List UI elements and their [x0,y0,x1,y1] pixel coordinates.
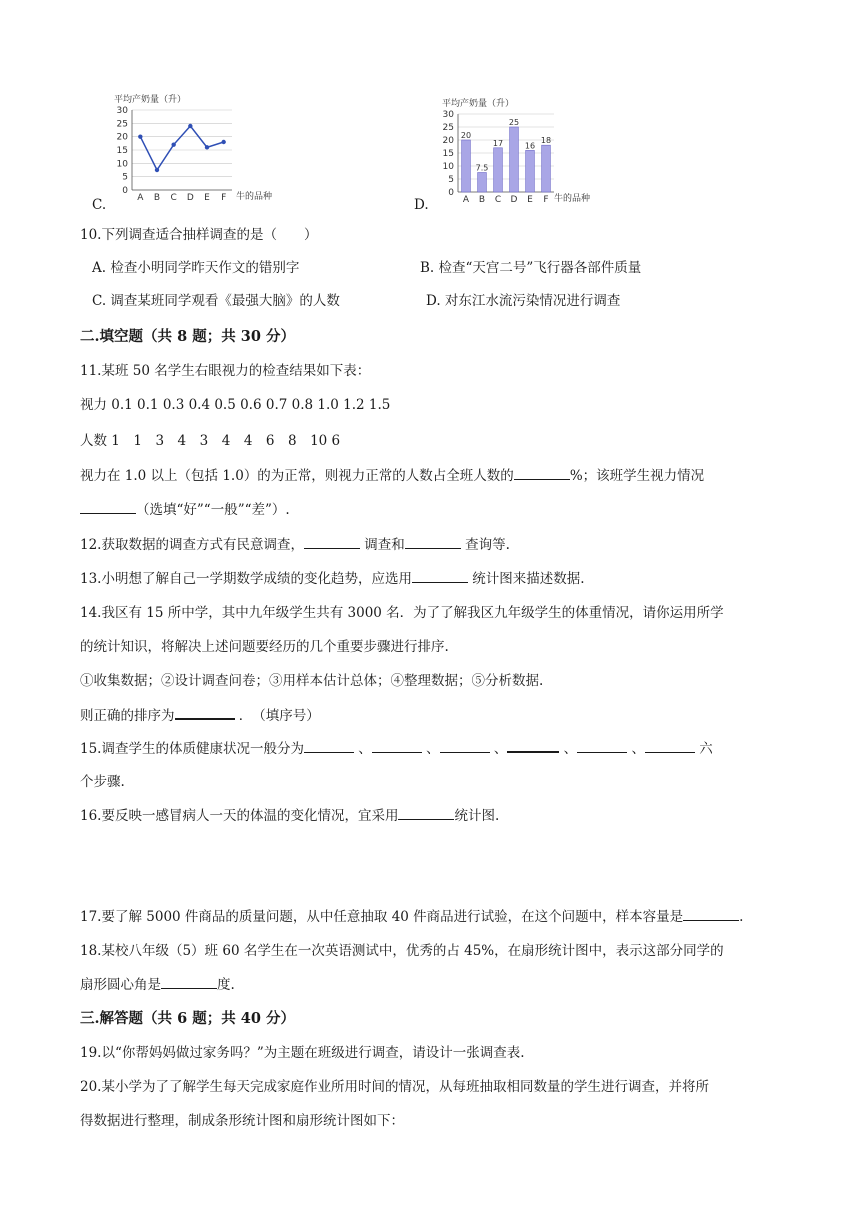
chart-d-xtick: D [510,195,518,205]
q15-end: 六 [694,741,713,757]
chart-d-ytick: 15 [442,149,454,159]
q12-text-c: 查询等. [460,537,510,553]
chart-d-ytick: 25 [442,123,454,133]
chart-c-point [155,168,159,172]
q14-text-a: 则正确的排序为 [80,708,175,724]
chart-d-xtick: C [494,195,502,205]
chart-d-ytick: 20 [442,136,454,146]
q15-blank-5[interactable] [577,738,627,753]
chart-c-xlabel: 牛的品种 [236,192,273,202]
chart-c-point [205,145,209,149]
chart-d-xtick: F [543,195,549,205]
q14-line3: ①收集数据；②设计调查问卷；③用样本估计总体；④整理数据；⑤分析数据. [80,673,544,689]
q12-text-a: 12.获取数据的调查方式有民意调查， [80,537,304,553]
q15-sep: 、 [353,741,372,757]
q16 [80,805,499,827]
q12-text-b: 调查和 [359,537,405,553]
chart-c-ytick: 30 [116,106,128,116]
chart-c-xtick: C [170,193,177,203]
chart-d-bar [510,127,519,192]
q15-sep: 、 [559,741,578,757]
chart-d-xtick: E [527,195,533,205]
q20-line1: 20.某小学为了了解学生每天完成家庭作业所用时间的情况，从每班抽取相同数量的学生进行调查，并将所 [80,1079,709,1095]
q15-line2: 个步骤. [80,774,125,790]
chart-d-bar [494,148,503,192]
bar-chart-d [436,88,626,208]
chart-d-data-label: 16 [524,141,536,151]
q14-text-b: ． （填序号） [234,708,320,724]
q15-sep: 、 [489,741,508,757]
q15-text-a: 15.调查学生的体质健康状况一般分为 [80,741,304,757]
q15-sep: 、 [627,741,645,757]
q11-count-row: 人数 1 1 3 4 3 4 4 6 8 10 6 [80,433,341,449]
chart-c-ytick: 10 [116,159,128,170]
chart-d-ylabel: 平均产奶量（升） [442,99,515,109]
q17 [80,906,743,928]
q11-blank-1[interactable] [514,465,570,480]
chart-d-data-label: 20 [460,131,472,140]
chart-d-xtick: B [478,195,486,205]
q13 [80,568,585,590]
chart-c-point [171,142,175,146]
chart-c-ytick: 5 [122,172,128,183]
chart-d-bar [462,140,471,192]
chart-c-ytick: 25 [116,119,128,130]
option-c-label: C. [92,197,107,213]
chart-c-xtick: A [137,193,144,203]
section-3-title: 三.解答题（共 6 题；共 40 分） [80,1010,296,1027]
chart-c-xtick: B [153,193,161,203]
q16-blank[interactable] [398,805,454,820]
q10-option-d: D. 对东江水流污染情况进行调查 [426,293,621,309]
chart-c-ytick: 15 [116,146,128,156]
q13-blank[interactable] [412,568,468,583]
q14-line4 [80,704,320,727]
q11-line3 [80,465,704,487]
option-d-label: D. [414,197,429,213]
q15-line1 [80,737,713,760]
q15-blank-3[interactable] [440,738,490,753]
q11-line4-text: （选填“好”“一般”“差”）. [136,502,290,518]
chart-d-data-label: 18 [540,136,552,146]
q10-option-b: B. 检查“天宫二号”飞行器各部件质量 [420,260,642,276]
chart-d-xlabel: 牛的品种 [554,194,591,204]
chart-d-data-label: 17 [492,138,504,148]
q17-blank[interactable] [683,906,739,921]
chart-c-point [138,134,142,138]
q11-line3-text-a: 视力在 1.0 以上（包括 1.0）的为正常，则视力正常的人数占全班人数的 [80,468,514,484]
chart-d-bar [542,145,551,192]
chart-d-ytick: 5 [448,175,454,185]
q10-stem: 10.下列调查适合抽样调查的是（ ） [80,227,318,243]
q18-text-a: 扇形圆心角是 [80,977,161,993]
chart-d-data-label: 25 [508,118,520,127]
q12 [80,534,510,556]
q12-blank-1[interactable] [304,534,360,549]
q14-line2: 的统计知识，将解决上述问题要经历的几个重要步骤进行排序. [80,639,449,655]
chart-d-data-label: 7.5 [475,163,489,173]
line-chart-c [108,88,288,208]
q11-line3-text-b: %；该班学生视力情况 [569,468,705,484]
q10-option-a: A. 检查小明同学昨天作文的错别字 [92,260,300,276]
q10-option-c: C. 调查某班同学观看《最强大脑》的人数 [92,293,340,309]
q15-blank-1[interactable] [304,738,354,753]
q15-blank-2[interactable] [372,738,422,753]
q15-blank-4[interactable] [507,737,559,753]
chart-c-ylabel: 平均产奶量（升） [114,95,187,105]
chart-c-ytick: 0 [122,186,128,196]
q11-stem: 11.某班 50 名学生右眼视力的检查结果如下表： [80,363,371,379]
q18-blank[interactable] [161,974,217,989]
chart-d-bar [478,173,487,193]
chart-c-point [221,140,225,144]
chart-d-bar [526,150,535,192]
q18-text-b: 度. [217,977,235,993]
q16-text-b: 统计图. [454,808,500,824]
chart-d-ytick: 0 [448,188,454,198]
q17-text-a: 17.要了解 5000 件商品的质量问题，从中任意抽取 40 件商品进行试验，在这个问题中，样本容量是 [80,909,684,925]
q19: 19.以“你帮妈妈做过家务吗？”为主题在班级进行调查，请设计一张调查表. [80,1045,525,1061]
chart-d-ytick: 10 [442,162,454,172]
q17-text-b: . [739,909,744,925]
q20-line2: 得数据进行整理，制成条形统计图和扇形统计图如下： [80,1113,404,1129]
q11-line4 [80,499,290,521]
q13-text-b: 统计图来描述数据. [467,571,585,587]
q18-line1: 18.某校八年级（5）班 60 名学生在一次英语测试中，优秀的占 45%，在扇形统计图中，表示这部分同学的 [80,943,724,959]
q16-text-a: 16.要反映一感冒病人一天的体温的变化情况，宜采用 [80,808,399,824]
q18-line2 [80,974,235,996]
chart-c-point [188,124,192,128]
q11-vision-row: 视力 0.1 0.1 0.3 0.4 0.5 0.6 0.7 0.8 1.0 1.2 1.5 [80,397,391,413]
q14-line1: 14.我区有 15 所中学，其中九年级学生共有 3000 名．为了了解我区九年级学生的体重情况，请你运用所学 [80,605,724,621]
chart-c-xtick: E [204,193,210,203]
q15-blank-6[interactable] [645,738,695,753]
section-2-title: 二.填空题（共 8 题；共 30 分） [80,328,296,345]
chart-d-ytick: 30 [442,110,454,120]
chart-c-ytick: 20 [116,132,128,143]
chart-c-xtick: F [221,193,227,203]
q15-sep: 、 [421,741,440,757]
q12-blank-2[interactable] [405,534,461,549]
q11-blank-2[interactable] [80,499,136,514]
q13-text-a: 13.小明想了解自己一学期数学成绩的变化趋势，应选用 [80,571,412,587]
q14-blank[interactable] [175,704,235,720]
chart-c-xtick: D [186,193,194,203]
chart-d-xtick: A [462,195,470,205]
